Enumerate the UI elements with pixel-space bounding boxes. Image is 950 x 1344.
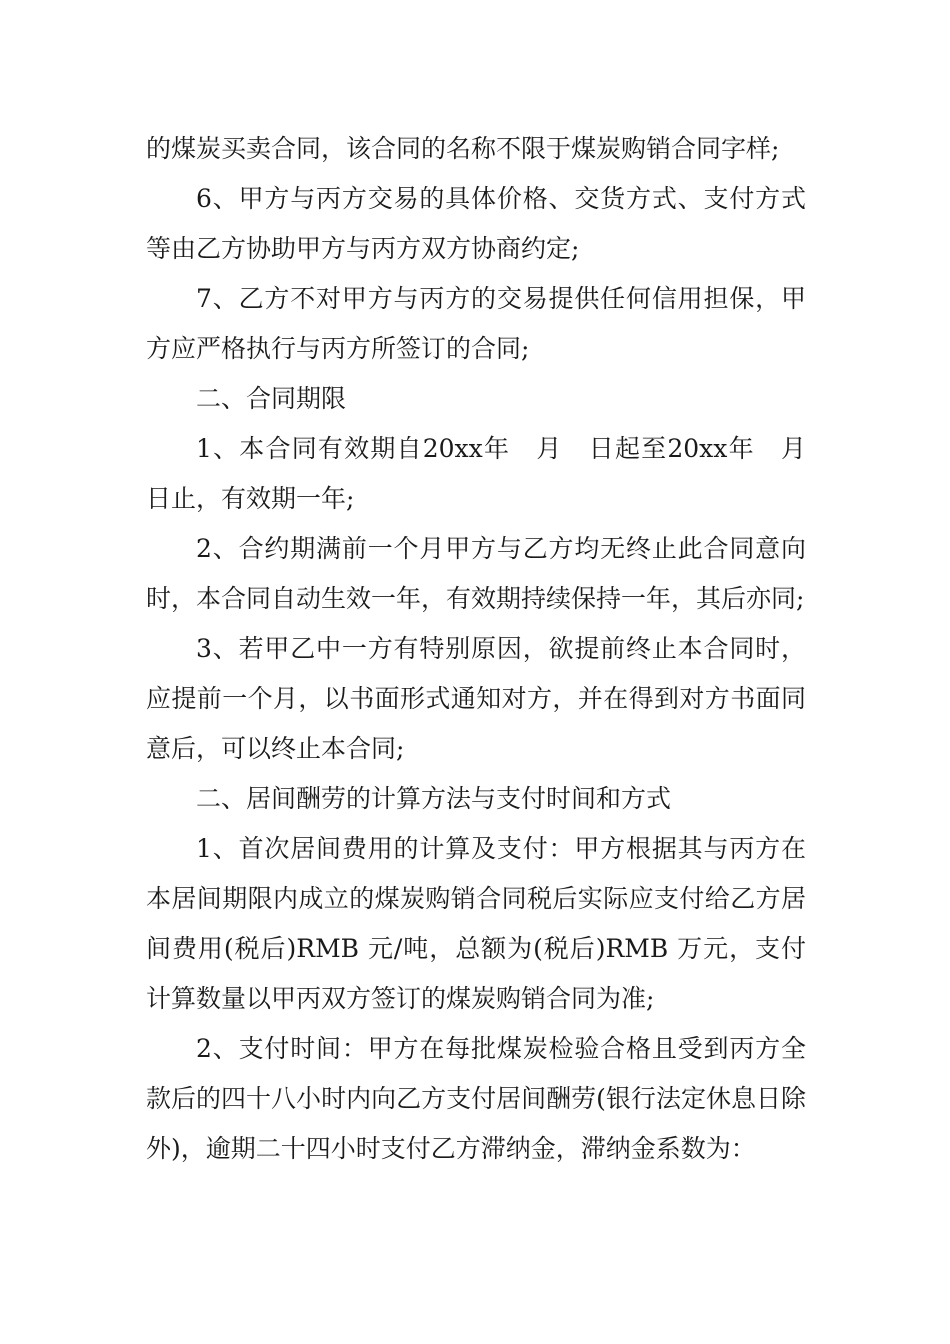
paragraph-commission-1: 1、首次居间费用的计算及支付：甲方根据其与丙方在本居间期限内成立的煤炭购销合同税后实际应支付给乙方居间费用(税后)RMB 元/吨，总额为(税后)RMB 万元，支付计算数量以甲丙双方签订的煤炭购销合同为准;: [146, 834, 806, 1013]
section-heading-contract-term: 二、合同期限: [196, 384, 347, 413]
paragraph-continuation: 的煤炭买卖合同，该合同的名称不限于煤炭购销合同字样;: [146, 134, 780, 163]
paragraph-item-7: 7、乙方不对甲方与丙方的交易提供任何信用担保，甲方应严格执行与丙方所签订的合同;: [146, 284, 806, 363]
section-heading-commission: 二、居间酬劳的计算方法与支付时间和方式: [196, 784, 672, 813]
document-body: [146, 124, 832, 1174]
paragraph-term-3: 3、若甲乙中一方有特别原因，欲提前终止本合同时，应提前一个月，以书面形式通知对方，并在得到对方书面同意后，可以终止本合同;: [146, 634, 806, 763]
paragraph-item-6: 6、甲方与丙方交易的具体价格、交货方式、支付方式等由乙方协助甲方与丙方双方协商约定;: [146, 184, 806, 263]
paragraph-term-2: 2、合约期满前一个月甲方与乙方均无终止此合同意向时，本合同自动生效一年，有效期持续保持一年，其后亦同;: [146, 534, 806, 613]
paragraph-term-1: 1、本合同有效期自20xx年 月 日起至20xx年 月 日止，有效期一年;: [146, 434, 832, 513]
paragraph-commission-2: 2、支付时间：甲方在每批煤炭检验合格且受到丙方全款后的四十八小时内向乙方支付居间酬劳(银行法定休息日除外)，逾期二十四小时支付乙方滞纳金，滞纳金系数为：: [146, 1034, 806, 1163]
